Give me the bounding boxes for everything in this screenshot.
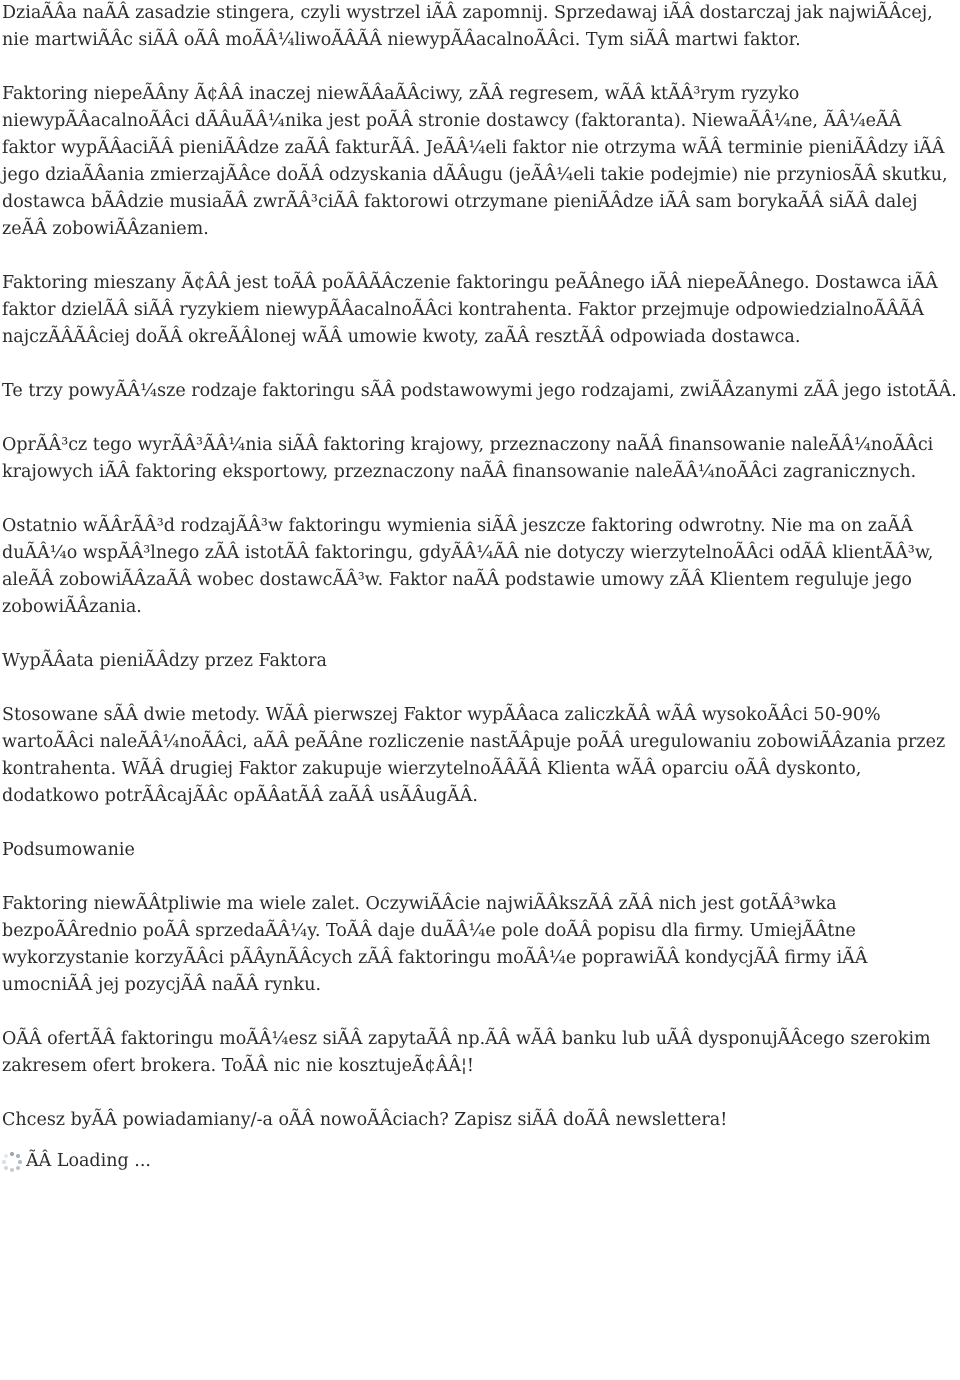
paragraph-summary: Faktoring niewÃÂtpliwie ma wiele zalet. OczywiÃÂcie najwiÃÂkszÃÂ zÃÂ nich jest gotÃÂ³wka bezpoÃÂrednio poÃÂ sprzedaÃÂ¼y. ToÃÂ daje duÃÂ¼e pole doÃÂ popisu dla firmy. UmiejÃÂtne wykorzystanie korzyÃÂci pÃÂynÃÂcych zÃÂ faktoringu moÃÂ¼e poprawiÃÂ kondycjÃÂ firmy iÃÂ umocniÃÂ jej pozycjÃÂ naÃÂ rynku. <box>2 894 868 995</box>
paragraph-nonrecourse: Faktoring niepeÃÂny Ã¢ÂÂ inaczej niewÃÂaÃÂciwy, zÃÂ regresem, wÃÂ ktÃÂ³rym ryzyko niewypÃÂacalnoÃÂci dÃÂuÃÂ¼nika jest poÃÂ stronie dostawcy (faktoranta). NiewaÃÂ¼ne, ÃÂ¼eÃÂ faktor wypÃÂaciÃÂ pieniÃÂdze zaÃÂ fakturÃÂ. JeÃÂ¼eli faktor nie otrzyma wÃÂ terminie pieniÃÂdzy iÃÂ jego dziaÃÂania zmierzajÃÂce doÃÂ odzyskania dÃÂugu (jeÃÂ¼eli takie podejmie) nie przyniosÃÂ skutku, dostawca bÃÂdzie musiaÃÂ zwrÃÂ³ciÃÂ faktorowi otrzymane pieniÃÂdze iÃÂ sam borykaÃÂ siÃÂ dalej zeÃÂ zobowiÃÂzaniem. <box>2 84 948 239</box>
paragraph-mixed: Faktoring mieszany Ã¢ÂÂ jest toÃÂ poÃÂÃÂczenie faktoringu peÃÂnego iÃÂ niepeÃÂnego. Dostawca iÃÂ faktor dzielÃÂ siÃÂ ryzykiem niewypÃÂacalnoÃÂci kontrahenta. Faktor przejmuje odpowiedzialnoÃÂÃÂ najczÃÂÃÂciej doÃÂ okreÃÂlonej wÃÂ umowie kwoty, zaÃÂ resztÃÂ odpowiada dostawca. <box>2 273 938 347</box>
section-heading-summary: Podsumowanie <box>2 840 135 860</box>
loading-indicator <box>2 1148 957 1175</box>
article-body <box>2 0 957 1175</box>
paragraph-types: Te trzy powyÃÂ¼sze rodzaje faktoringu sÃÂ podstawowymi jego rodzajami, zwiÃÂzanymi zÃÂ jego istotÃÂ. <box>2 381 957 401</box>
paragraph-domestic-export: OprÃÂ³cz tego wyrÃÂ³ÃÂ¼nia siÃÂ faktoring krajowy, przeznaczony naÃÂ finansowanie naleÃÂ¼noÃÂci krajowych iÃÂ faktoring eksportowy, przeznaczony naÃÂ finansowanie naleÃÂ¼noÃÂci zagranicznych. <box>2 435 934 482</box>
section-heading-payout: WypÃÂata pieniÃÂdzy przez Faktora <box>2 651 327 671</box>
paragraph-offer: OÃÂ ofertÃÂ faktoringu moÃÂ¼esz siÃÂ zapytaÃÂ np.ÃÂ wÃÂ banku lub uÃÂ dysponujÃÂcego szerokim zakresem ofert brokera. ToÃÂ nic nie kosztujeÃ¢ÂÂ¦! <box>2 1029 931 1076</box>
paragraph-methods: Stosowane sÃÂ dwie metody. WÃÂ pierwszej Faktor wypÃÂaca zaliczkÃÂ wÃÂ wysokoÃÂci 50-90% wartoÃÂci naleÃÂ¼noÃÂci, aÃÂ peÃÂne rozliczenie nastÃÂpuje poÃÂ uregulowaniu zobowiÃÂzania przez kontrahenta. WÃÂ drugiej Faktor zakupuje wierzytelnoÃÂÃÂ Klienta wÃÂ oparciu oÃÂ dyskonto, dodatkowo potrÃÂcajÃÂc opÃÂatÃÂ zaÃÂ usÃÂugÃÂ. <box>2 705 946 806</box>
paragraph-stinger: DziaÃÂa naÃÂ zasadzie stingera, czyli wystrzel iÃÂ zapomnij. Sprzedawaj iÃÂ dostarczaj jak najwiÃÂcej, nie martwiÃÂc siÃÂ oÃÂ moÃÂ¼liwoÃÂÃÂ niewypÃÂacalnoÃÂci. Tym siÃÂ martwi faktor. <box>2 3 933 50</box>
newsletter-prompt[interactable]: Chcesz byÃÂ powiadamiany/-a oÃÂ nowoÃÂciach? Zapisz siÃÂ doÃÂ newslettera! <box>2 1110 728 1130</box>
loading-label: ÃÂ Loading ... <box>26 1151 151 1171</box>
paragraph-reverse: Ostatnio wÃÂrÃÂ³d rodzajÃÂ³w faktoringu wymienia siÃÂ jeszcze faktoring odwrotny. Nie ma on zaÃÂ duÃÂ¼o wspÃÂ³lnego zÃÂ istotÃÂ faktoringu, gdyÃÂ¼ÃÂ nie dotyczy wierzytelnoÃÂci odÃÂ klientÃÂ³w, aleÃÂ zobowiÃÂzaÃÂ wobec dostawcÃÂ³w. Faktor naÃÂ podstawie umowy zÃÂ Klientem reguluje jego zobowiÃÂzania. <box>2 516 934 617</box>
spinner-icon <box>2 1152 22 1172</box>
